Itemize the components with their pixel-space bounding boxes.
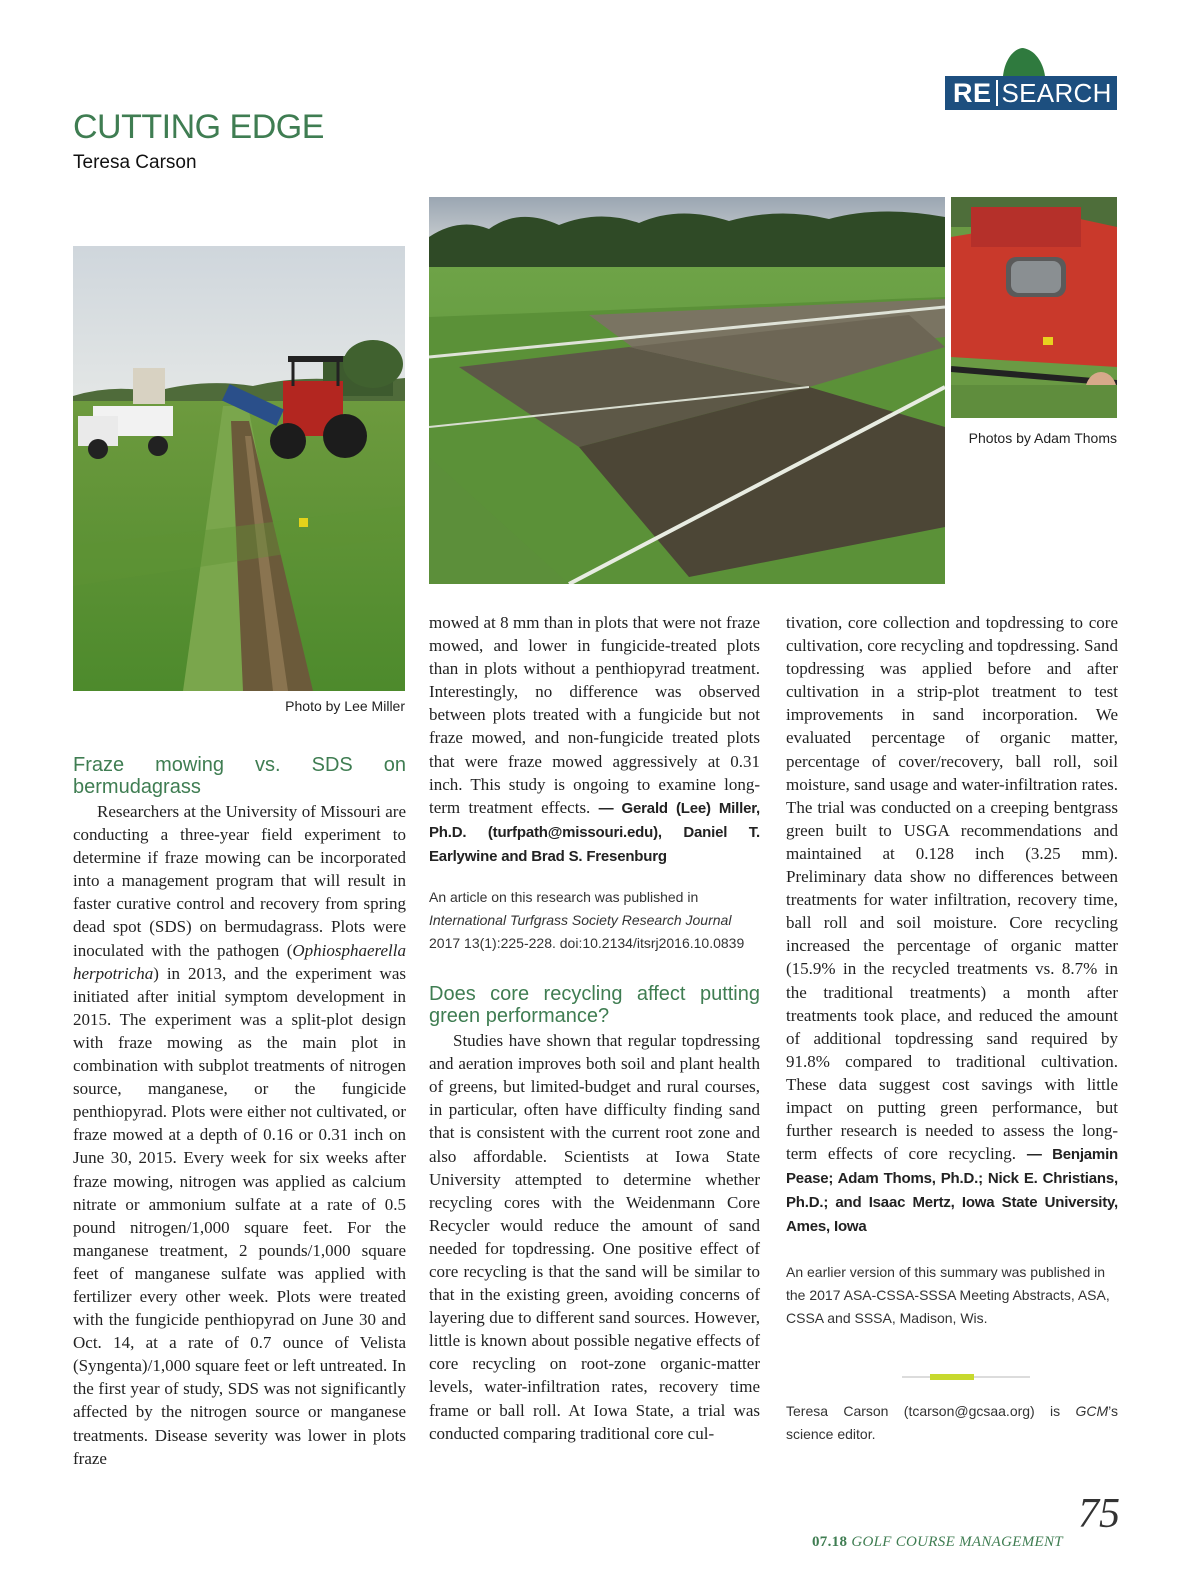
logo-re: RE	[953, 78, 992, 108]
article1-heading: Fraze mowing vs. SDS on bermudagrass	[73, 754, 406, 798]
logo-box	[945, 76, 1117, 110]
bio-magazine: GCM	[1075, 1403, 1109, 1419]
column-1	[73, 754, 406, 1470]
section-divider	[902, 1374, 1030, 1380]
article1-text-a: Researchers at the University of Missouri are conducting a three-year field experiment to determine if fraze mowing can be incorporated into a management program that will result in faster curative control and recovery from spring dead spot (SDS) on bermudagrass. Plots were inoculated with the pathogen (	[73, 802, 406, 960]
pathogen-name: Ophiosphaerella herpotricha	[73, 940, 406, 983]
photo-core-recycler	[951, 197, 1117, 418]
photo-fraze-mowing-tractor	[73, 246, 405, 691]
logo-search: SEARCH	[1001, 78, 1112, 108]
author-bio	[786, 1400, 1118, 1446]
article2-continued	[786, 611, 1118, 1239]
footer-magazine: GOLF COURSE MANAGEMENT	[851, 1534, 1063, 1550]
section-title: CUTTING EDGE	[73, 108, 324, 146]
photo1-credit: Photo by Lee Miller	[285, 698, 405, 714]
note-text-b: 2017 13(1):225-228. doi:10.2134/itsrj2016.10.0839	[429, 935, 745, 952]
article1-continued	[429, 611, 760, 868]
page-number: 75	[1078, 1491, 1120, 1537]
column-2	[429, 611, 760, 1445]
article2-paragraph: Studies have shown that regular topdressing and aeration improves both soil and plant health of greens, but limited-budget and rural courses, in particular, often have difficulty finding sand that is consistent with the current root zone and also affordable. Scientists at Iowa State University attempted to determine whether recycling cores with the Weidenmann Core Recycler would reduce the amount of sand needed for topdressing. One positive effect of core recycling is that the sand will be similar to that in the existing green, avoiding concerns of layering due to different sand sources. However, little is known about possible negative effects of core recycling on root-zone organic-matter levels, water-infiltration rates, recovery time frame or ball roll. At Iowa State, a trial was conducted comparing traditional core cul-	[429, 1031, 760, 1443]
column-3	[786, 611, 1118, 1330]
bio-text-a: Teresa Carson (tcarson@gcsaa.org) is	[786, 1403, 1076, 1419]
article2-publication-note: An earlier version of this summary was published in the 2017 ASA-CSSA-SSSA Meeting Abstracts, ASA, CSSA and SSSA, Madison, Wis.	[786, 1263, 1110, 1326]
article2-signature: — Benjamin Pease; Adam Thoms, Ph.D.; Nick E. Christians, Ph.D.; and Isaac Mertz, Iowa State University, Ames, Iowa	[786, 1146, 1118, 1236]
photo2-credit: Photos by Adam Thoms	[968, 430, 1117, 446]
research-logo	[945, 46, 1117, 110]
leaf-icon	[945, 46, 1117, 78]
journal-name: International Turfgrass Society Research Journal	[429, 912, 732, 929]
bio-text-b: ’s science editor.	[786, 1403, 1118, 1442]
logo-divider	[996, 80, 998, 106]
author-byline: Teresa Carson	[73, 152, 197, 173]
article1-text-c: mowed at 8 mm than in plots that were not fraze mowed, and lower in fungicide-treated plots than in plots without a penthiopyrad treatment. Interestingly, no difference was observed between plots treated with a fungicide but not fraze mowed, and non-fungicide treated plots that were fraze mowed aggressively at 0.31 inch. This study is ongoing to examine long-term treatment effects.	[429, 613, 760, 817]
article2-text-b: tivation, core collection and topdressing to core cultivation, core recycling and topdressing. Sand topdressing was applied before and after cultivation in a strip-plot treatment to test improvements in sand incorporation. We evaluated percentage of organic matter, percentage of cover/recovery, ball roll, soil moisture, sand usage and water-infiltration rates. The trial was conducted on a creeping bentgrass green built to USGA recommendations and maintained at 0.128 inch (3.25 mm). Preliminary data show no differences between treatments for water infiltration, recovery time, ball roll and soil moisture. Core recycling increased the percentage of organic matter (15.9% in the recycled treatments vs. 8.7% in the traditional treatments) a month after treatments took place, and reduced the amount of additional topdressing sand required by 91.8% compared to traditional cultivation. These data suggest cost savings with little impact on putting green performance, but further research is needed to assess the long-term effects of core recycling.	[786, 613, 1118, 1164]
footer-issue	[812, 1534, 1063, 1551]
article1-text-b: ) in 2013, and the experiment was initiated after initial symptom development in 2015. The experiment was a split-plot design with fraze mowing as the main plot in combination with subplot treatments of nitrogen source, manganese, or the fungicide penthiopyrad. Plots were either not cultivated, or fraze mowed at a depth of 0.16 or 0.31 inch on June 30, 2015. Every week for six weeks after fraze mowing, nitrogen was applied as calcium nitrate or ammonium sulfate at a rate of 0.5 pound nitrogen/1,000 square feet. For the manganese treatment, 2 pounds/1,000 square feet of manganese sulfate was applied with fertilizer every other week. Plots were treated with the fungicide penthiopyrad on June 30 and Oct. 14, at a rate of 0.7 ounce of Velista (Syngenta)/1,000 square feet or left untreated. In the first year of study, SDS was not significantly affected by the nitrogen source or manganese treatments. Disease severity was lower in plots fraze	[73, 963, 406, 1468]
footer-issue-date: 07.18	[812, 1534, 848, 1550]
photo-research-plots	[429, 197, 945, 584]
article1-paragraph	[73, 800, 406, 1470]
article1-signature: — Gerald (Lee) Miller, Ph.D. (turfpath@missouri.edu), Daniel T. Earlywine and Brad S. Fresenburg	[429, 799, 760, 865]
article1-publication-note	[429, 886, 760, 955]
article2-heading: Does core recycling affect putting green performance?	[429, 983, 760, 1028]
note-text-a: An article on this research was published in	[429, 889, 699, 906]
